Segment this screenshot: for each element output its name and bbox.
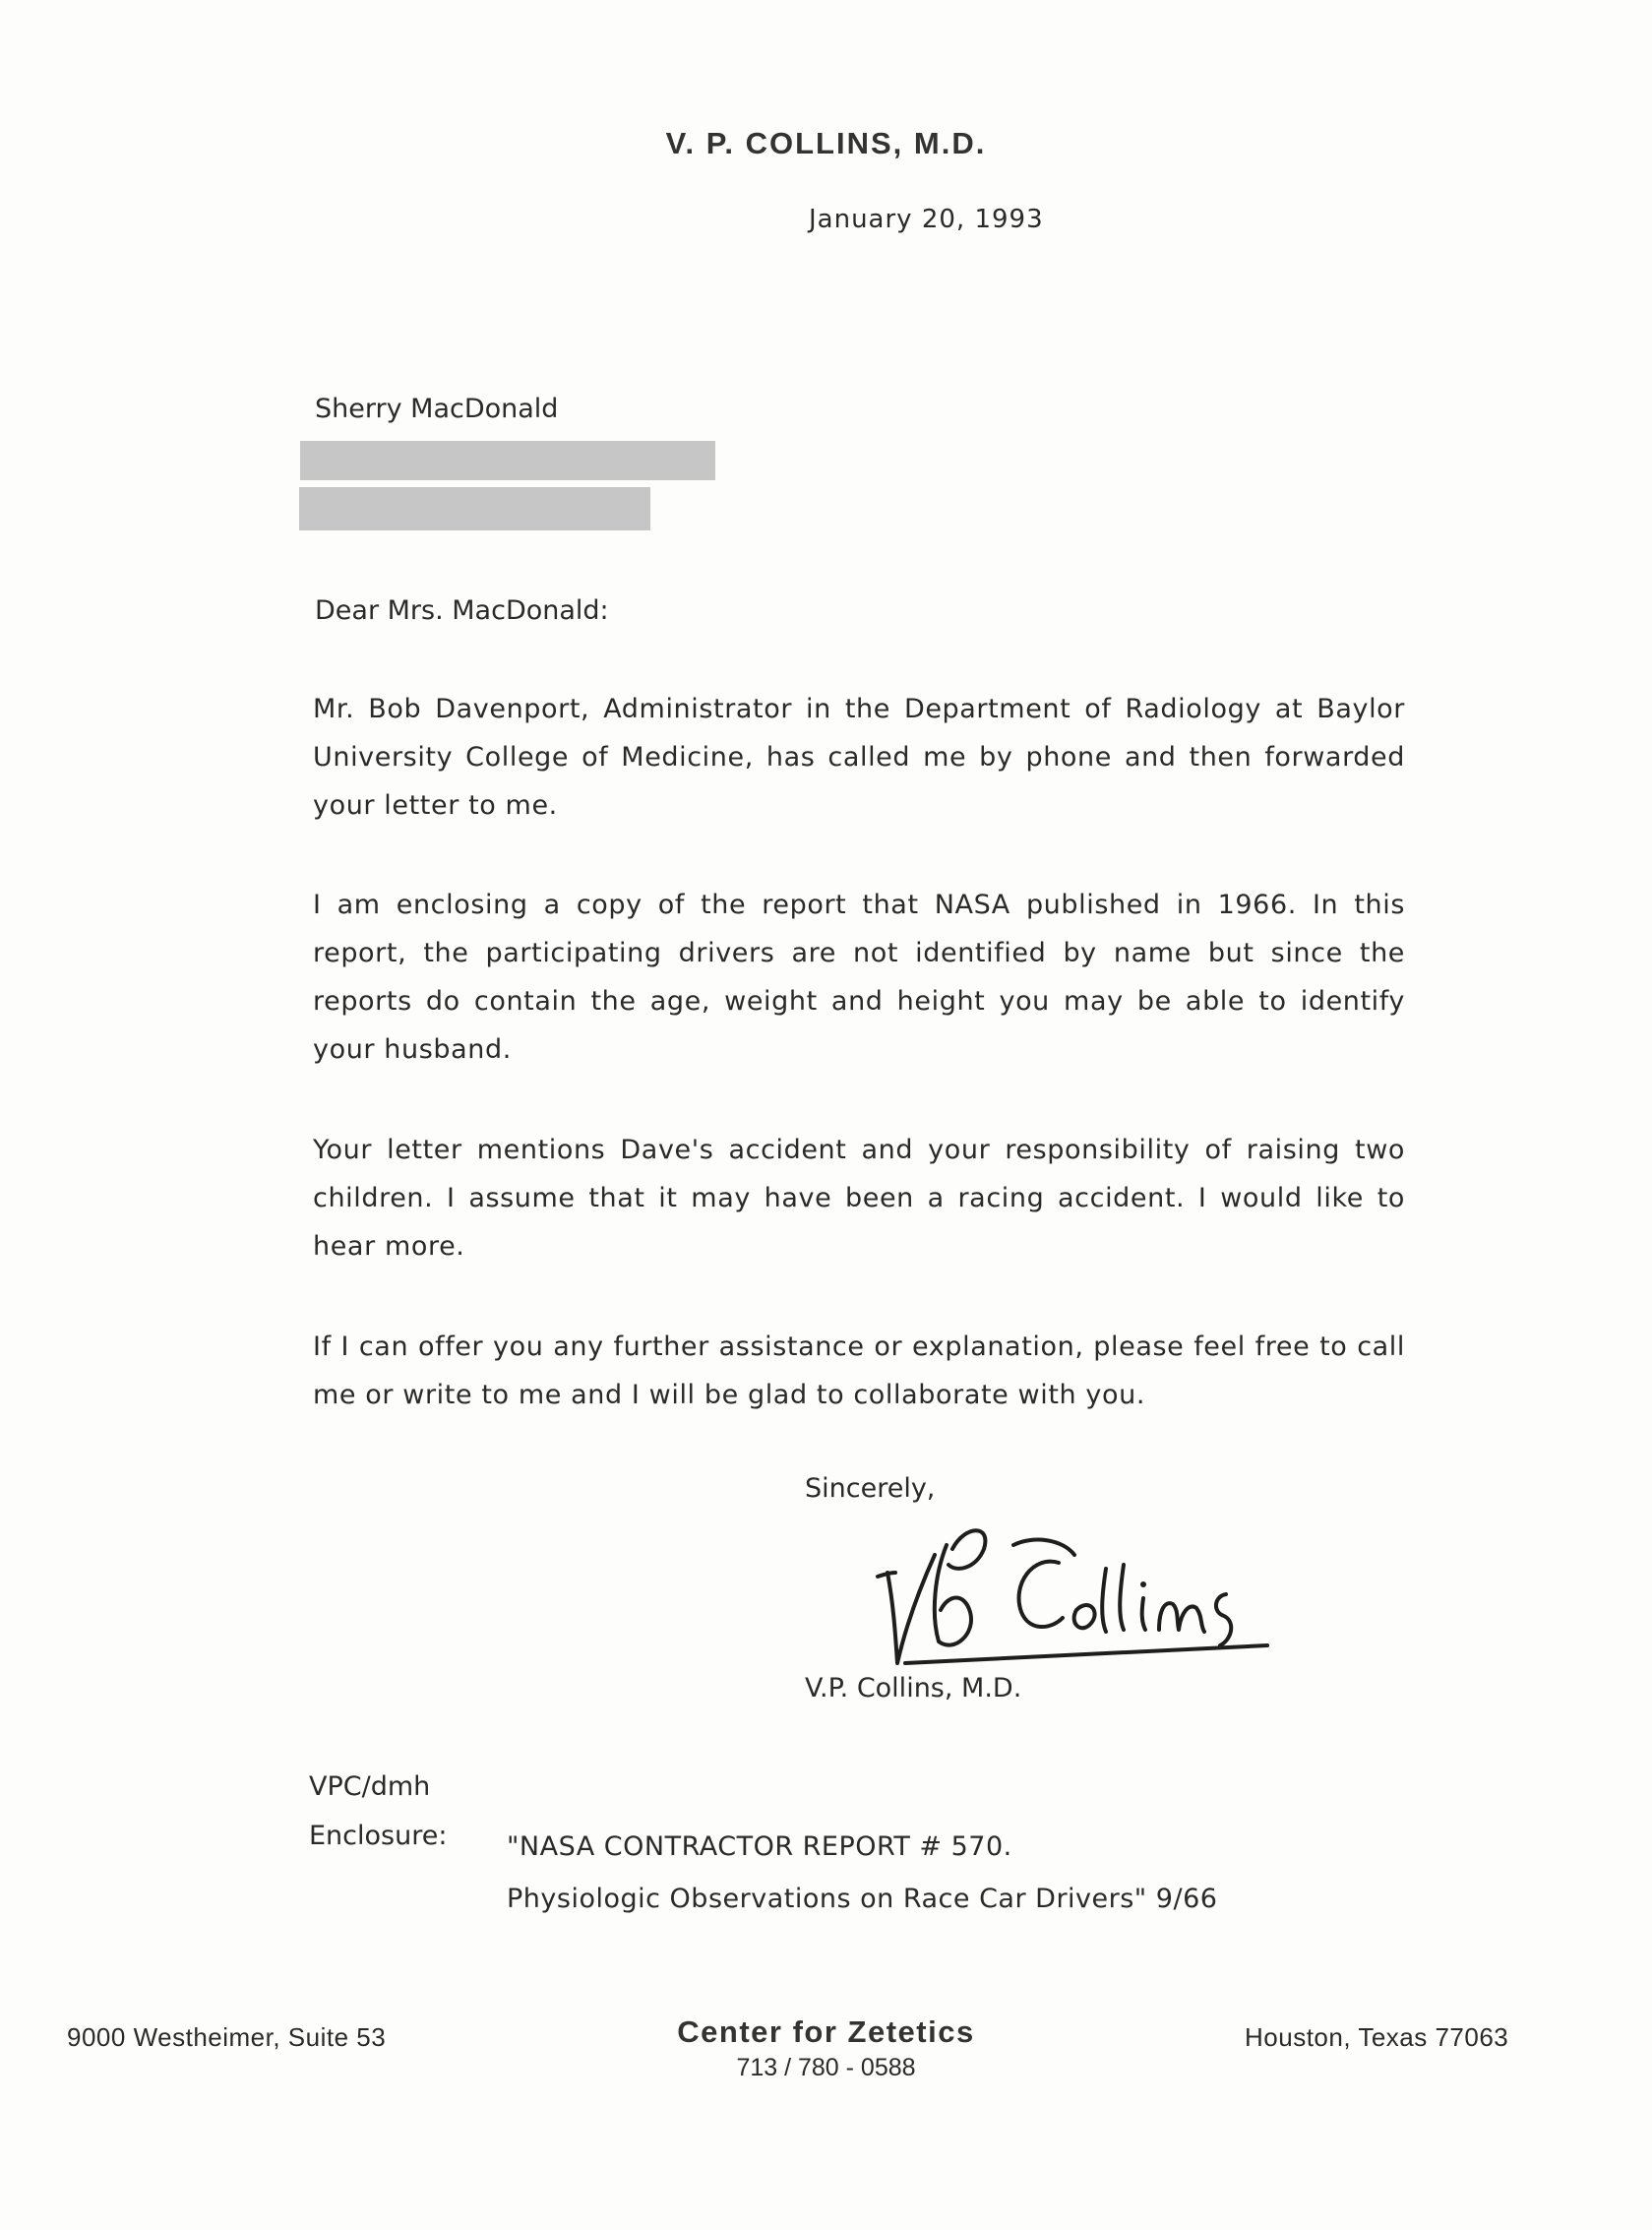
- salutation: Dear Mrs. MacDonald:: [315, 595, 609, 626]
- footer-phone: 713 / 780 - 0588: [736, 2054, 916, 2081]
- body-paragraph: If I can offer you any further assistance or explanation, please feel free to call me or write to me and I will be glad to collaborate with you.: [313, 1332, 1405, 1410]
- signature: [866, 1516, 1279, 1683]
- footer-organization: Center for Zetetics: [677, 2014, 975, 2049]
- footer-address: 9000 Westheimer, Suite 53: [67, 2022, 387, 2052]
- enclosure-description: [507, 1821, 1217, 1925]
- body-paragraph: I am enclosing a copy of the report that NASA published in 1966. In this report, the participating drivers are not identified by name but since the reports do contain the age, weight and height you may be able to identify your husband.: [313, 890, 1405, 1065]
- signer-name: V.P. Collins, M.D.: [805, 1673, 1022, 1703]
- recipient-name: Sherry MacDonald: [315, 394, 559, 424]
- letter-date: January 20, 1993: [809, 205, 1044, 234]
- letterhead-name: V. P. COLLINS, M.D.: [665, 126, 987, 160]
- typist-initials: VPC/dmh: [309, 1771, 431, 1802]
- enclosure-line-2: Physiologic Observations on Race Car Drivers" 9/66: [507, 1884, 1218, 1914]
- enclosure-label: Enclosure:: [309, 1821, 448, 1851]
- body-paragraph: Your letter mentions Dave's accident and your responsibility of raising two children. I assume that it may have been a racing accident. I would like to hear more.: [313, 1135, 1405, 1262]
- closing: Sincerely,: [805, 1473, 936, 1504]
- enclosure-line-1: "NASA CONTRACTOR REPORT # 570.: [507, 1831, 1012, 1862]
- body-paragraph: Mr. Bob Davenport, Administrator in the Department of Radiology at Baylor University College of Medicine, has called me by phone and then forwarded your letter to me.: [313, 694, 1405, 821]
- redacted-address-line-1: [300, 441, 715, 480]
- footer-city: Houston, Texas 77063: [1245, 2022, 1509, 2052]
- redacted-address-line-2: [299, 487, 650, 530]
